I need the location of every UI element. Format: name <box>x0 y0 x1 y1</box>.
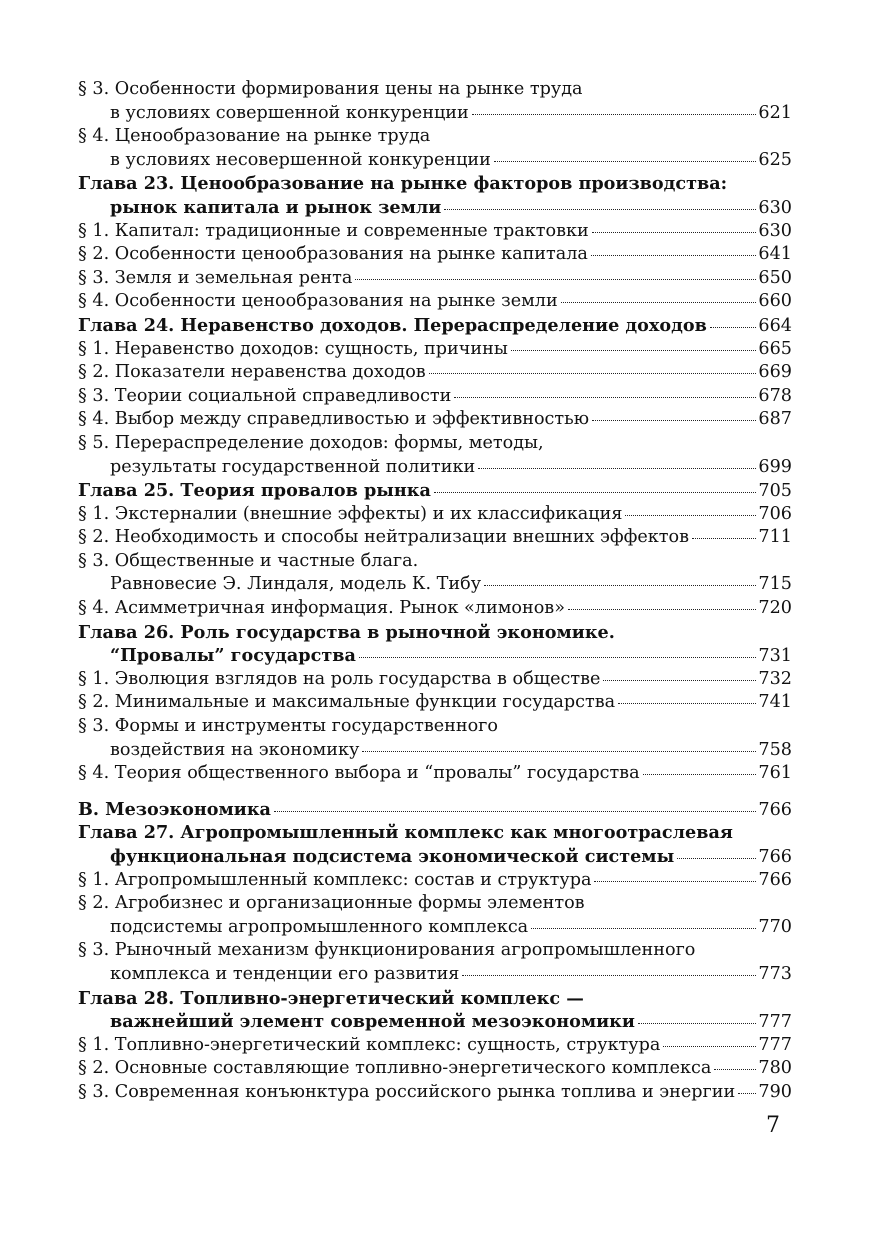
toc-entry-title: Глава 26. Роль государства в рыночной экономике. <box>78 621 615 643</box>
dot-leader <box>359 656 757 658</box>
dot-leader <box>643 773 757 775</box>
toc-entry-line <box>78 691 792 715</box>
toc-chapter-entry[interactable] <box>78 621 792 668</box>
dot-leader <box>663 1045 756 1047</box>
table-of-contents <box>78 78 792 1105</box>
toc-page-number: 777 <box>758 1012 792 1033</box>
toc-entry-line <box>78 102 792 126</box>
toc-entry-title: § 3. Земля и земельная рента <box>78 267 353 288</box>
toc-section-entry[interactable] <box>78 385 792 409</box>
toc-entry-line <box>78 1034 792 1058</box>
toc-page-number: 669 <box>758 362 792 383</box>
toc-entry-title: результаты государственной политики <box>110 456 476 477</box>
toc-entry-title: § 3. Общественные и частные блага. <box>78 550 419 571</box>
toc-entry-title: § 1. Капитал: традиционные и современные трактовки <box>78 220 589 241</box>
dot-leader <box>429 372 757 374</box>
toc-entry-title: подсистемы агропромышленного комплекса <box>110 916 529 937</box>
toc-section-entry[interactable] <box>78 1057 792 1081</box>
toc-page-number: 687 <box>758 409 792 430</box>
toc-entry-line <box>78 172 792 196</box>
section-gap <box>78 786 792 798</box>
toc-entry-line <box>78 963 792 987</box>
toc-page-number: 664 <box>758 315 792 336</box>
toc-entry-title: § 2. Необходимость и способы нейтрализации внешних эффектов <box>78 527 690 548</box>
toc-entry-line <box>78 869 792 893</box>
toc-page-number: 715 <box>758 574 792 595</box>
toc-entry-line <box>78 739 792 763</box>
toc-entry-line <box>78 243 792 267</box>
toc-entry-title: в условиях несовершенной конкуренции <box>110 149 491 170</box>
toc-page-number: 699 <box>758 456 792 477</box>
toc-chapter-entry[interactable] <box>78 821 792 868</box>
toc-section-entry[interactable] <box>78 125 792 172</box>
toc-entry-line <box>78 621 792 645</box>
toc-page-number: 711 <box>758 527 792 548</box>
dot-leader <box>625 514 756 516</box>
toc-entry-line <box>78 196 792 220</box>
toc-entry-line <box>78 78 792 102</box>
toc-page-number: 630 <box>758 197 792 218</box>
toc-entry-line <box>78 644 792 668</box>
toc-page-number: 790 <box>758 1081 792 1102</box>
toc-entry-line <box>78 939 792 963</box>
toc-entry-title: “Провалы” государства <box>110 645 356 667</box>
toc-page-number: 731 <box>758 646 792 667</box>
dot-leader <box>494 160 757 162</box>
toc-entry-line <box>78 220 792 244</box>
toc-page-number: 706 <box>758 503 792 524</box>
toc-page-number: 630 <box>758 220 792 241</box>
toc-entry-line <box>78 408 792 432</box>
toc-entry-title: § 3. Теории социальной справедливости <box>78 385 452 406</box>
dot-leader <box>603 679 756 681</box>
toc-entry-title: § 3. Особенности формирования цены на рынке труда <box>78 79 583 99</box>
toc-section-entry[interactable] <box>78 408 792 432</box>
toc-entry-title: В. Мезоэкономика <box>78 798 271 820</box>
toc-entry-title: в условиях совершенной конкуренции <box>110 102 469 123</box>
toc-entry-title: § 1. Агропромышленный комплекс: состав и структура <box>78 869 592 890</box>
toc-section-entry[interactable] <box>78 762 792 786</box>
toc-entry-title: § 1. Эволюция взглядов на роль государства в обществе <box>78 668 601 689</box>
toc-entry-title: § 4. Теория общественного выбора и “провалы” государства <box>78 763 640 784</box>
toc-entry-line <box>78 503 792 527</box>
toc-page-number: 766 <box>758 869 792 890</box>
toc-section-entry[interactable] <box>78 1081 792 1105</box>
toc-section-entry[interactable] <box>78 267 792 291</box>
toc-entry-line <box>78 668 792 692</box>
dot-leader <box>484 584 756 586</box>
dot-leader <box>434 491 757 493</box>
toc-entry-line <box>78 916 792 940</box>
toc-entry-line <box>78 125 792 149</box>
toc-entry-line <box>78 385 792 409</box>
toc-entry-title: § 2. Агробизнес и организационные формы элементов <box>78 893 585 914</box>
toc-page-number: 720 <box>758 598 792 619</box>
toc-section-entry[interactable] <box>78 78 792 125</box>
toc-entry-title: § 1. Неравенство доходов: сущность, причины <box>78 338 508 359</box>
toc-page-number: 650 <box>758 267 792 288</box>
toc-entry-line <box>78 550 792 574</box>
dot-leader <box>738 1092 756 1094</box>
toc-entry-line <box>78 573 792 597</box>
dot-leader <box>638 1022 756 1024</box>
dot-leader <box>444 208 756 210</box>
toc-entry-line <box>78 338 792 362</box>
toc-page-number: 625 <box>758 149 792 170</box>
toc-entry-title: важнейший элемент современной мезоэкономики <box>110 1011 635 1033</box>
toc-entry-line <box>78 314 792 338</box>
toc-entry-line <box>78 597 792 621</box>
toc-chapter-entry[interactable] <box>78 314 792 338</box>
toc-entry-title: Равновесие Э. Линдаля, модель К. Тибу <box>110 574 482 595</box>
toc-entry-line <box>78 526 792 550</box>
toc-entry-line <box>78 361 792 385</box>
toc-entry-title: Глава 25. Теория провалов рынка <box>78 480 431 502</box>
toc-page-number: 660 <box>758 291 792 312</box>
dot-leader <box>362 750 756 752</box>
dot-leader <box>568 608 756 610</box>
toc-section-entry[interactable] <box>78 290 792 314</box>
dot-leader <box>454 396 756 398</box>
toc-chapter-entry[interactable] <box>78 798 792 822</box>
toc-section-entry[interactable] <box>78 361 792 385</box>
toc-entry-line <box>78 892 792 916</box>
toc-section-entry[interactable] <box>78 715 792 762</box>
toc-section-entry[interactable] <box>78 432 792 479</box>
toc-entry-title: Глава 23. Ценообразование на рынке факторов производства: <box>78 173 728 195</box>
dot-leader <box>462 974 756 976</box>
toc-entry-title: § 3. Рыночный механизм функционирования агропромышленного <box>78 940 696 961</box>
toc-page-number: 705 <box>758 481 792 502</box>
toc-section-entry[interactable] <box>78 503 792 527</box>
toc-entry-line <box>78 149 792 173</box>
toc-entry-title: Глава 27. Агропромышленный комплекс как многоотраслевая <box>78 822 733 844</box>
dot-leader <box>274 810 756 812</box>
toc-entry-title: § 2. Минимальные и максимальные функции государства <box>78 692 616 713</box>
toc-section-entry[interactable] <box>78 869 792 893</box>
toc-entry-line <box>78 432 792 456</box>
toc-page-number: 777 <box>758 1034 792 1055</box>
toc-section-entry[interactable] <box>78 243 792 267</box>
dot-leader <box>714 1068 756 1070</box>
toc-entry-line <box>78 845 792 869</box>
toc-section-entry[interactable] <box>78 691 792 715</box>
toc-section-entry[interactable] <box>78 526 792 550</box>
toc-entry-line <box>78 987 792 1011</box>
toc-entry-title: Глава 24. Неравенство доходов. Перераспределение доходов <box>78 314 707 336</box>
toc-page-number: 621 <box>758 102 792 123</box>
toc-entry-line <box>78 762 792 786</box>
toc-chapter-entry[interactable] <box>78 987 792 1034</box>
dot-leader <box>618 702 756 704</box>
toc-section-entry[interactable] <box>78 338 792 362</box>
dot-leader <box>692 537 756 539</box>
dot-leader <box>592 419 756 421</box>
toc-entry-line <box>78 1057 792 1081</box>
toc-section-entry[interactable] <box>78 668 792 692</box>
toc-page-number: 780 <box>758 1058 792 1079</box>
toc-entry-line <box>78 1081 792 1105</box>
dot-leader <box>594 880 756 882</box>
toc-section-entry[interactable] <box>78 550 792 597</box>
toc-entry-title: § 4. Особенности ценообразования на рынке земли <box>78 291 558 312</box>
toc-section-entry[interactable] <box>78 1034 792 1058</box>
toc-entry-title: комплекса и тенденции его развития <box>110 963 460 984</box>
toc-entry-title: § 1. Экстерналии (внешние эффекты) и их классификация <box>78 503 623 524</box>
toc-entry-line <box>78 821 792 845</box>
toc-chapter-entry[interactable] <box>78 479 792 503</box>
toc-entry-line <box>78 456 792 480</box>
toc-entry-title: рынок капитала и рынок земли <box>110 196 442 218</box>
dot-leader <box>592 231 757 233</box>
toc-entry-title: § 5. Перераспределение доходов: формы, методы, <box>78 432 544 453</box>
dot-leader <box>478 467 756 469</box>
toc-entry-title: § 1. Топливно-энергетический комплекс: сущность, структура <box>78 1034 661 1055</box>
toc-entry-line <box>78 290 792 314</box>
toc-entry-line <box>78 715 792 739</box>
toc-section-entry[interactable] <box>78 597 792 621</box>
toc-page-number: 766 <box>758 847 792 867</box>
dot-leader <box>355 278 756 280</box>
dot-leader <box>561 301 757 303</box>
toc-entry-title: § 4. Выбор между справедливостью и эффективностью <box>78 409 590 430</box>
dot-leader <box>710 326 757 328</box>
toc-entry-title: § 4. Ценообразование на рынке труда <box>78 126 431 147</box>
toc-chapter-entry[interactable] <box>78 172 792 219</box>
toc-page-number: 732 <box>758 668 792 689</box>
toc-page-number: 758 <box>758 739 792 760</box>
dot-leader <box>591 254 756 256</box>
toc-page-number: 773 <box>758 963 792 984</box>
dot-leader <box>472 113 757 115</box>
toc-page-number: 741 <box>758 692 792 713</box>
toc-entry-title: § 3. Современная конъюнктура российского рынка топлива и энергии <box>78 1081 736 1102</box>
toc-page-number: 770 <box>758 916 792 937</box>
toc-page-number: 678 <box>758 385 792 406</box>
toc-page-number: 761 <box>758 763 792 784</box>
toc-entry-title: воздействия на экономику <box>110 739 360 760</box>
toc-entry-line <box>78 798 792 822</box>
page-number: 7 <box>766 1113 780 1138</box>
toc-entry-title: § 2. Показатели неравенства доходов <box>78 362 426 383</box>
dot-leader <box>511 349 757 351</box>
toc-entry-line <box>78 1010 792 1034</box>
toc-entry-title: § 2. Основные составляющие топливно-энергетического комплекса <box>78 1058 712 1079</box>
dot-leader <box>677 857 756 859</box>
toc-section-entry[interactable] <box>78 220 792 244</box>
toc-page-number: 665 <box>758 338 792 359</box>
toc-entry-title: Глава 28. Топливно-энергетический комплекс — <box>78 987 584 1009</box>
toc-entry-title: § 2. Особенности ценообразования на рынке капитала <box>78 244 588 265</box>
toc-section-entry[interactable] <box>78 892 792 939</box>
toc-entry-title: § 4. Асимметричная информация. Рынок «лимонов» <box>78 598 565 619</box>
toc-section-entry[interactable] <box>78 939 792 986</box>
toc-page-number: 641 <box>758 244 792 265</box>
toc-entry-title: § 3. Формы и инструменты государственного <box>78 716 498 737</box>
toc-entry-line <box>78 267 792 291</box>
toc-entry-title: функциональная подсистема экономической системы <box>110 846 675 867</box>
toc-page-number: 766 <box>758 799 792 820</box>
dot-leader <box>531 927 756 929</box>
toc-entry-line <box>78 479 792 503</box>
